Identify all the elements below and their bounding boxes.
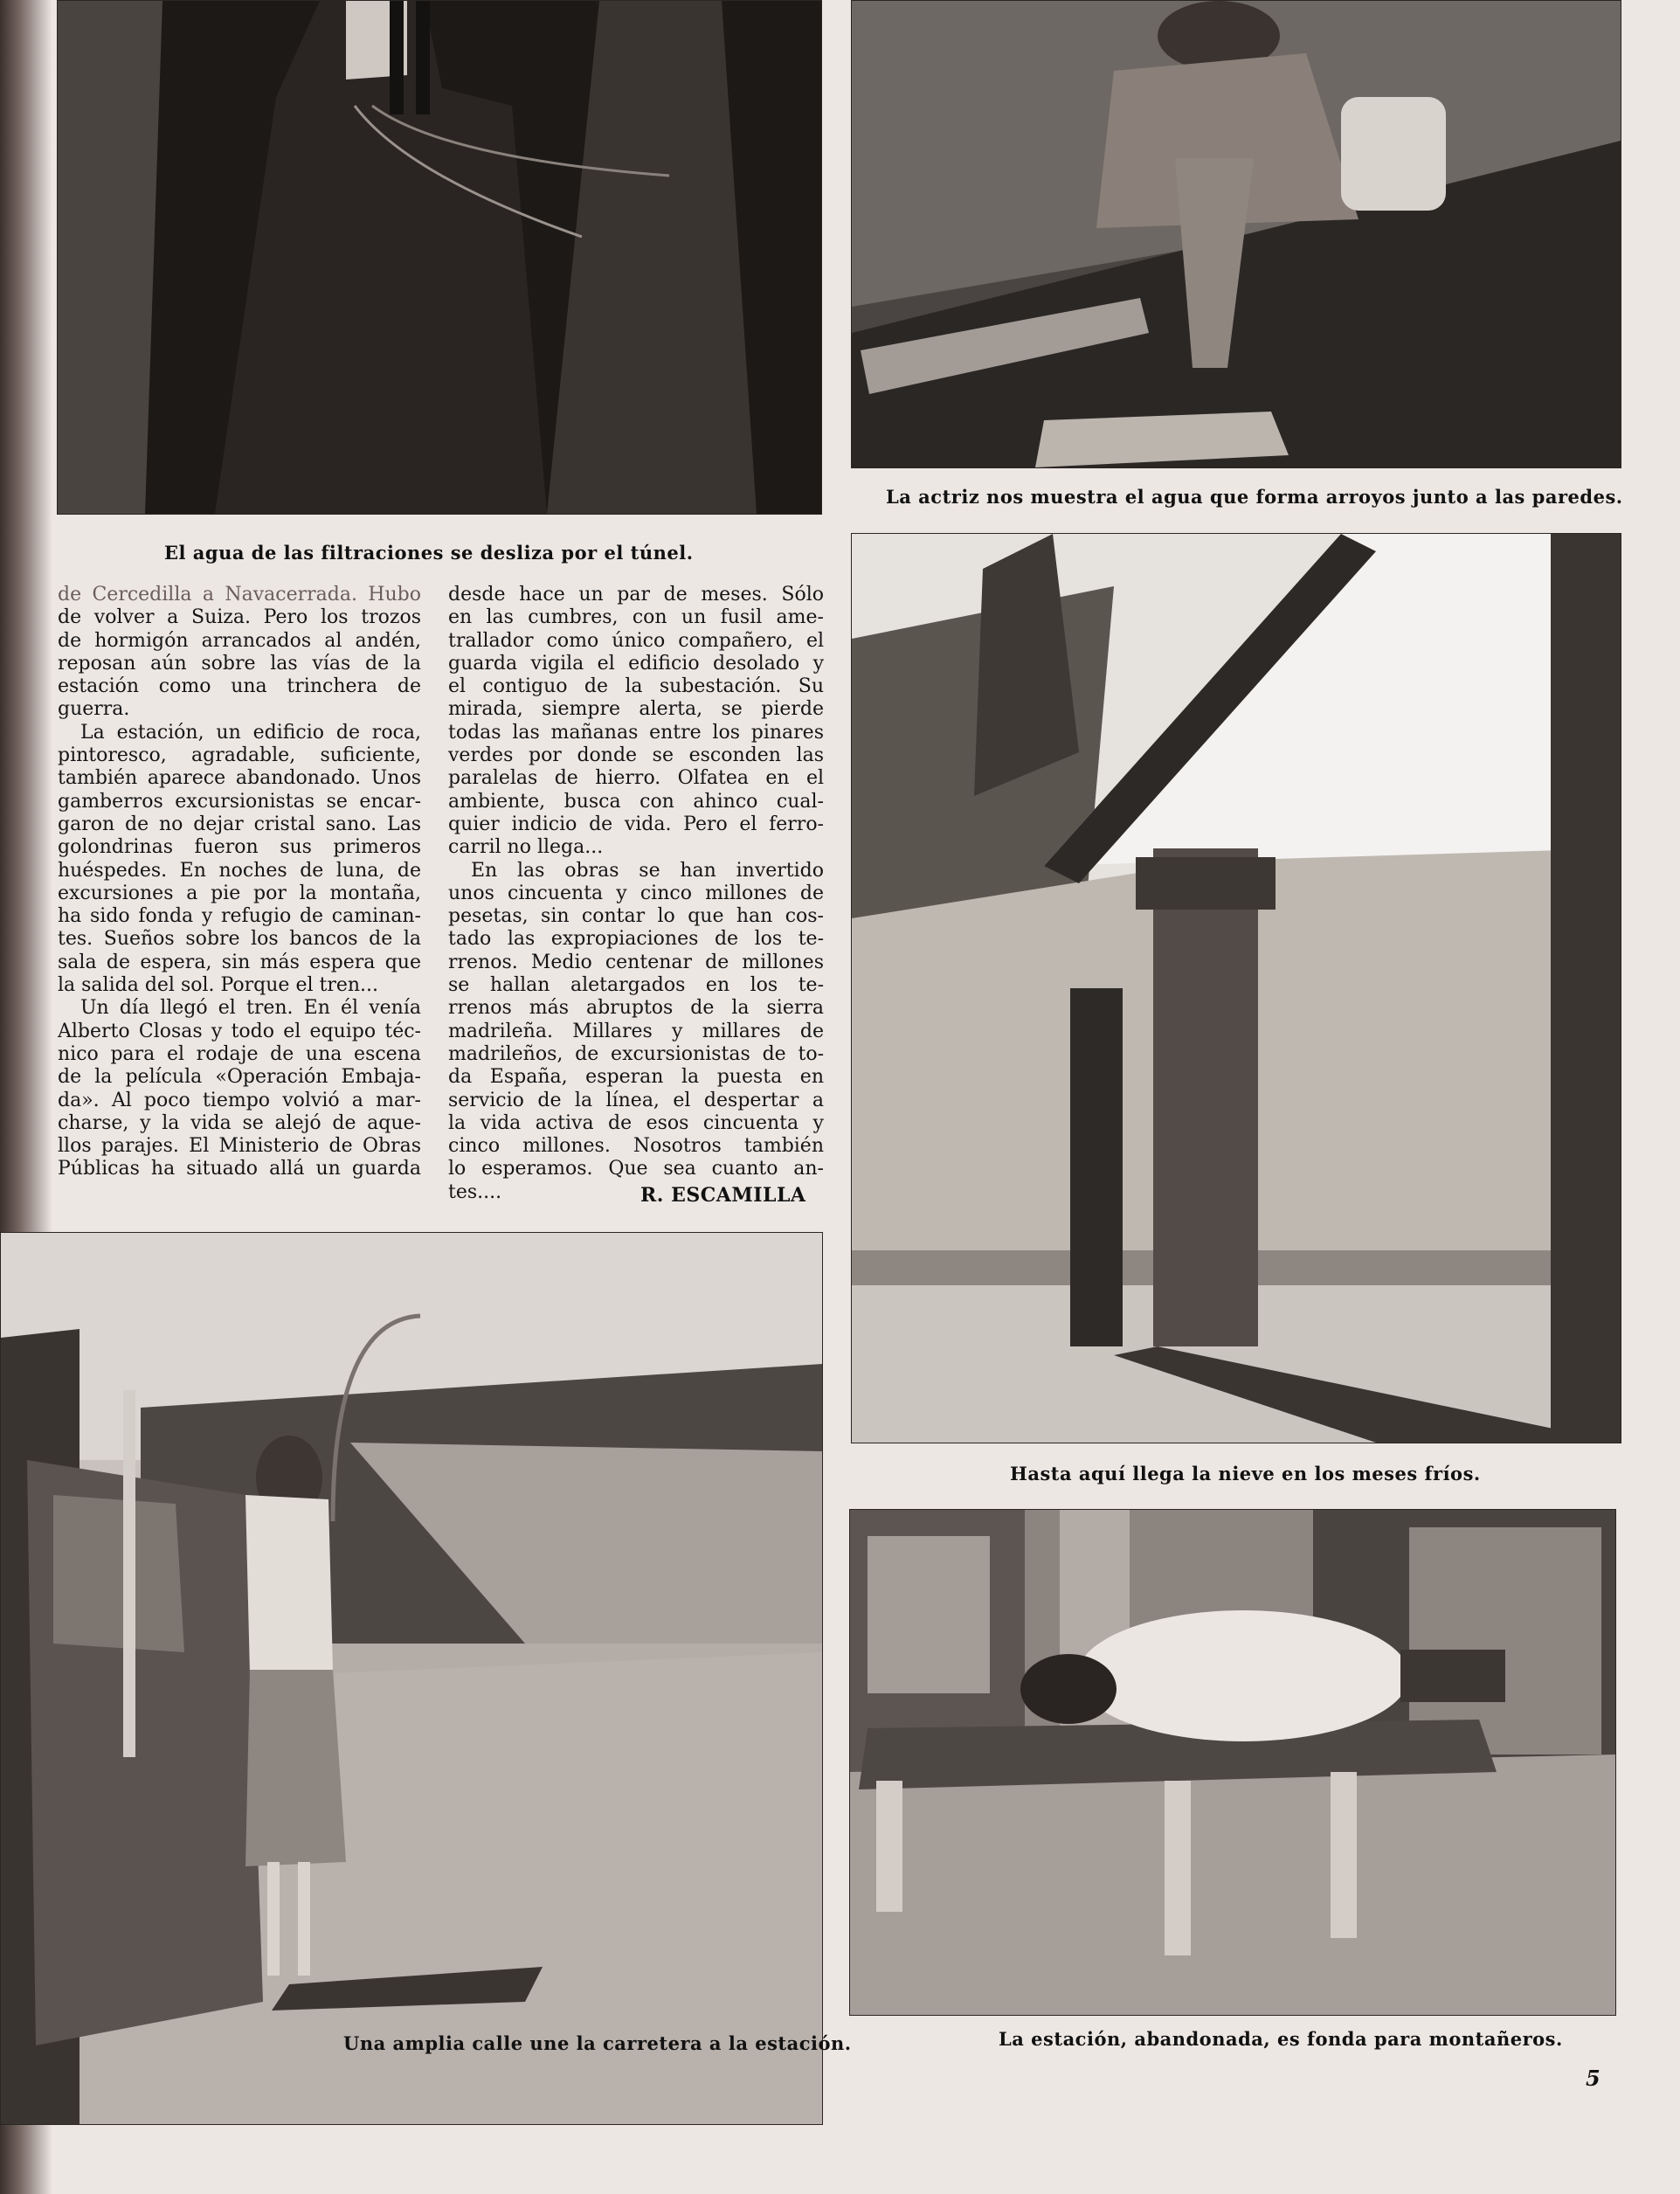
col1-line: Alberto Closas y todo el equipo téc- bbox=[58, 1020, 421, 1042]
col2-line: En las obras se han invertido bbox=[471, 859, 824, 882]
col2-line: guarda vigila el edificio desolado y bbox=[448, 652, 824, 675]
article-column-2 bbox=[448, 584, 824, 1204]
caption-station: La estación, abandonada, es fonda para montañeros. bbox=[999, 2028, 1563, 2050]
col2-line: servicio de la línea, el despertar a bbox=[448, 1089, 824, 1111]
col1-line: de la película «Operación Embaja- bbox=[58, 1066, 421, 1089]
col2-line: mirada, siempre alerta, se pierde bbox=[448, 698, 824, 721]
col1-line: excursiones a pie por la montaña, bbox=[58, 882, 421, 904]
caption-tunnel: El agua de las filtraciones se desliza por el túnel. bbox=[164, 542, 694, 564]
col1-line: la salida del sol. Porque el tren... bbox=[58, 974, 379, 997]
col2-line: verdes por donde se esconden las bbox=[448, 744, 824, 767]
col1-line: también aparece abandonado. Unos bbox=[58, 767, 421, 790]
col2-line: tes.... bbox=[448, 1180, 502, 1203]
col1-line: tes. Sueños sobre los bancos de la bbox=[58, 928, 421, 951]
photo-snow bbox=[851, 533, 1621, 1443]
col1-line: llos parajes. El Ministerio de Obras bbox=[58, 1135, 421, 1158]
col1-line: da». Al poco tiempo volvió a mar- bbox=[58, 1089, 421, 1111]
col2-line: madrileños, de excursionistas de to- bbox=[448, 1042, 824, 1065]
col1-line: garon de no dejar cristal sano. Las bbox=[58, 813, 421, 835]
col1-line: ha sido fonda y refugio de caminan- bbox=[58, 905, 421, 928]
col2-line: desde hace un par de meses. Sólo bbox=[448, 584, 824, 606]
col1-line: reposan aún sobre las vías de la bbox=[58, 652, 421, 675]
col1-line: huéspedes. En noches de luna, de bbox=[58, 859, 421, 882]
col1-line: de volver a Suiza. Pero los trozos bbox=[58, 606, 421, 629]
col1-line: sala de espera, sin más espera que bbox=[58, 951, 421, 973]
col1-line: Un día llegó el tren. En él venía bbox=[80, 997, 421, 1020]
col2-line: paralelas de hierro. Olfatea en el bbox=[448, 767, 824, 790]
col1-line: pintoresco, agradable, suficiente, bbox=[58, 744, 421, 767]
col1-line: guerra. bbox=[58, 698, 130, 721]
page-number: 5 bbox=[1586, 2066, 1600, 2091]
col1-line: charse, y la vida se alejó de aque- bbox=[58, 1111, 421, 1134]
col2-line: pesetas, sin contar lo que han cos- bbox=[448, 905, 824, 928]
col1-line: de Cercedilla a Navacerrada. Hubo bbox=[58, 584, 421, 606]
caption-snow: Hasta aquí llega la nieve en los meses fríos. bbox=[1010, 1463, 1481, 1485]
col2-line: en las cumbres, con un fusil ame- bbox=[448, 606, 824, 629]
col2-line: lo esperamos. Que sea cuanto an- bbox=[448, 1158, 824, 1180]
col1-line: estación como una trinchera de bbox=[58, 675, 421, 698]
caption-actress: La actriz nos muestra el agua que forma arroyos junto a las paredes. bbox=[886, 486, 1623, 508]
col2-line: da España, esperan la puesta en bbox=[448, 1066, 824, 1089]
col2-line: unos cincuenta y cinco millones de bbox=[448, 882, 824, 904]
col2-line: quier indicio de vida. Pero el ferro- bbox=[448, 813, 824, 835]
col1-line: gamberros excursionistas se encar- bbox=[58, 790, 421, 813]
article-byline: R. ESCAMILLA bbox=[640, 1184, 806, 1207]
col2-line: trallador como único compañero, el bbox=[448, 629, 824, 652]
col2-line: cinco millones. Nosotros también bbox=[448, 1135, 824, 1158]
col2-line: carril no llega... bbox=[448, 836, 604, 859]
col2-line: se hallan aletargados en los te- bbox=[448, 974, 824, 997]
col1-line: de hormigón arrancados al andén, bbox=[58, 629, 421, 652]
col2-line: todas las mañanas entre los pinares bbox=[448, 721, 824, 744]
col2-line: madrileña. Millares y millares de bbox=[448, 1020, 824, 1042]
col2-line: la vida activa de esos cincuenta y bbox=[448, 1111, 824, 1134]
photo-station bbox=[849, 1509, 1616, 2016]
col1-line: golondrinas fueron sus primeros bbox=[58, 836, 421, 859]
article-column-1 bbox=[58, 584, 421, 1181]
col2-line: tado las expropiaciones de los te- bbox=[448, 928, 824, 951]
photo-tunnel bbox=[57, 0, 822, 515]
caption-street: Una amplia calle une la carretera a la estación. bbox=[343, 2032, 852, 2054]
col2-line: ambiente, busca con ahinco cual- bbox=[448, 790, 824, 813]
col2-line: rrenos. Medio centenar de millones bbox=[448, 951, 824, 973]
col2-line: el contiguo de la subestación. Su bbox=[448, 675, 824, 698]
photo-actress bbox=[851, 0, 1621, 468]
col1-line: La estación, un edificio de roca, bbox=[80, 721, 421, 744]
col2-line: rrenos más abruptos de la sierra bbox=[448, 997, 824, 1020]
photo-street bbox=[0, 1232, 823, 2125]
col1-line: nico para el rodaje de una escena bbox=[58, 1042, 421, 1065]
col1-line: Públicas ha situado allá un guarda bbox=[58, 1158, 421, 1180]
